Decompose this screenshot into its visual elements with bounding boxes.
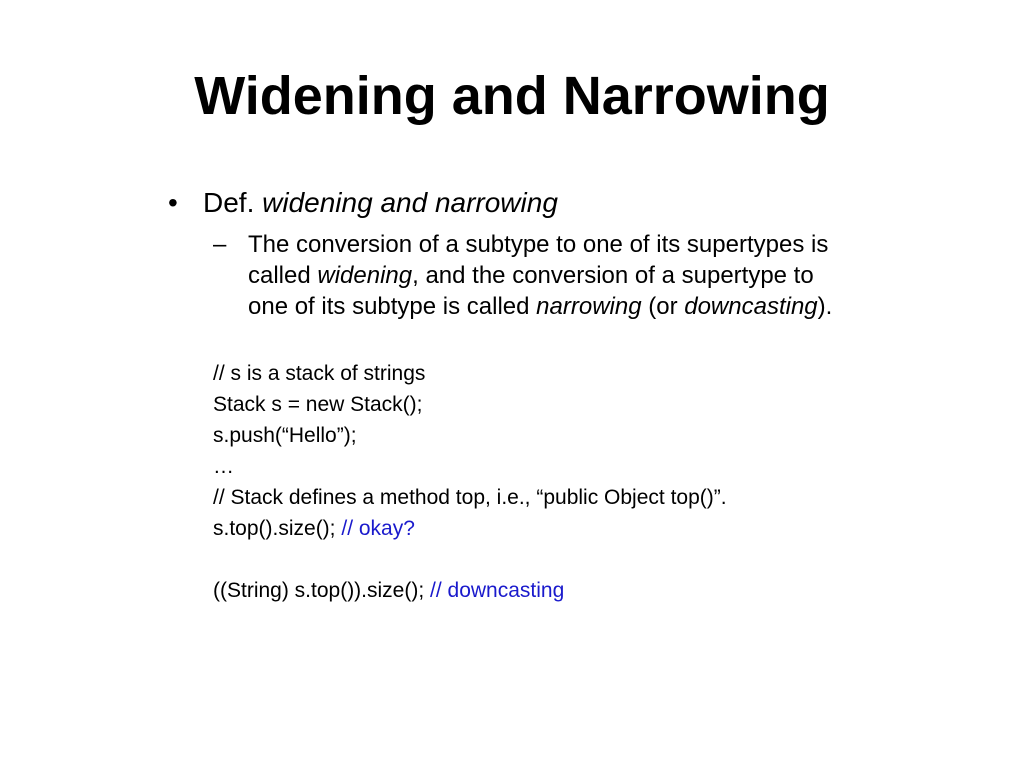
sub-bullet-line-1	[248, 229, 832, 260]
bullet-marker: •	[168, 187, 178, 218]
sub-bullet-line-3	[248, 291, 832, 322]
text-run: ).	[817, 293, 833, 320]
code-comment-downcasting: // downcasting	[430, 579, 565, 602]
text-run: , and the conversion of a supertype to	[412, 262, 814, 289]
sub-bullet-body	[248, 229, 832, 322]
code-line-6	[213, 513, 727, 544]
text-run: The conversion of a subtype to one of its supertypes is	[248, 231, 829, 258]
code-line-1: // s is a stack of strings	[213, 362, 426, 385]
code-line-2: Stack s = new Stack();	[213, 393, 423, 416]
bullet-prefix: Def.	[203, 187, 263, 218]
code-line-7	[213, 575, 727, 606]
term-downcasting: downcasting	[684, 293, 818, 320]
bullet-definition	[168, 184, 558, 222]
sub-bullet-line-2	[248, 260, 832, 291]
slide-title: Widening and Narrowing	[194, 66, 830, 126]
code-comment-okay: // okay?	[341, 517, 415, 540]
code-example	[213, 358, 727, 606]
sub-bullet-marker: –	[213, 231, 227, 258]
code-line-4: …	[213, 455, 234, 478]
code-line-5: // Stack defines a method top, i.e., “public Object top()”.	[213, 486, 727, 509]
term-narrowing: narrowing	[536, 293, 642, 320]
text-run: called	[248, 262, 318, 289]
code-blank-line	[213, 544, 727, 575]
code-text: ((String) s.top()).size();	[213, 579, 431, 602]
code-line-3: s.push(“Hello”);	[213, 424, 357, 447]
code-text: s.top().size();	[213, 517, 342, 540]
bullet-italic-term: widening and narrowing	[262, 187, 558, 218]
text-run: one of its subtype is called	[248, 293, 537, 320]
text-run: (or	[641, 293, 685, 320]
term-widening: widening	[317, 262, 413, 289]
